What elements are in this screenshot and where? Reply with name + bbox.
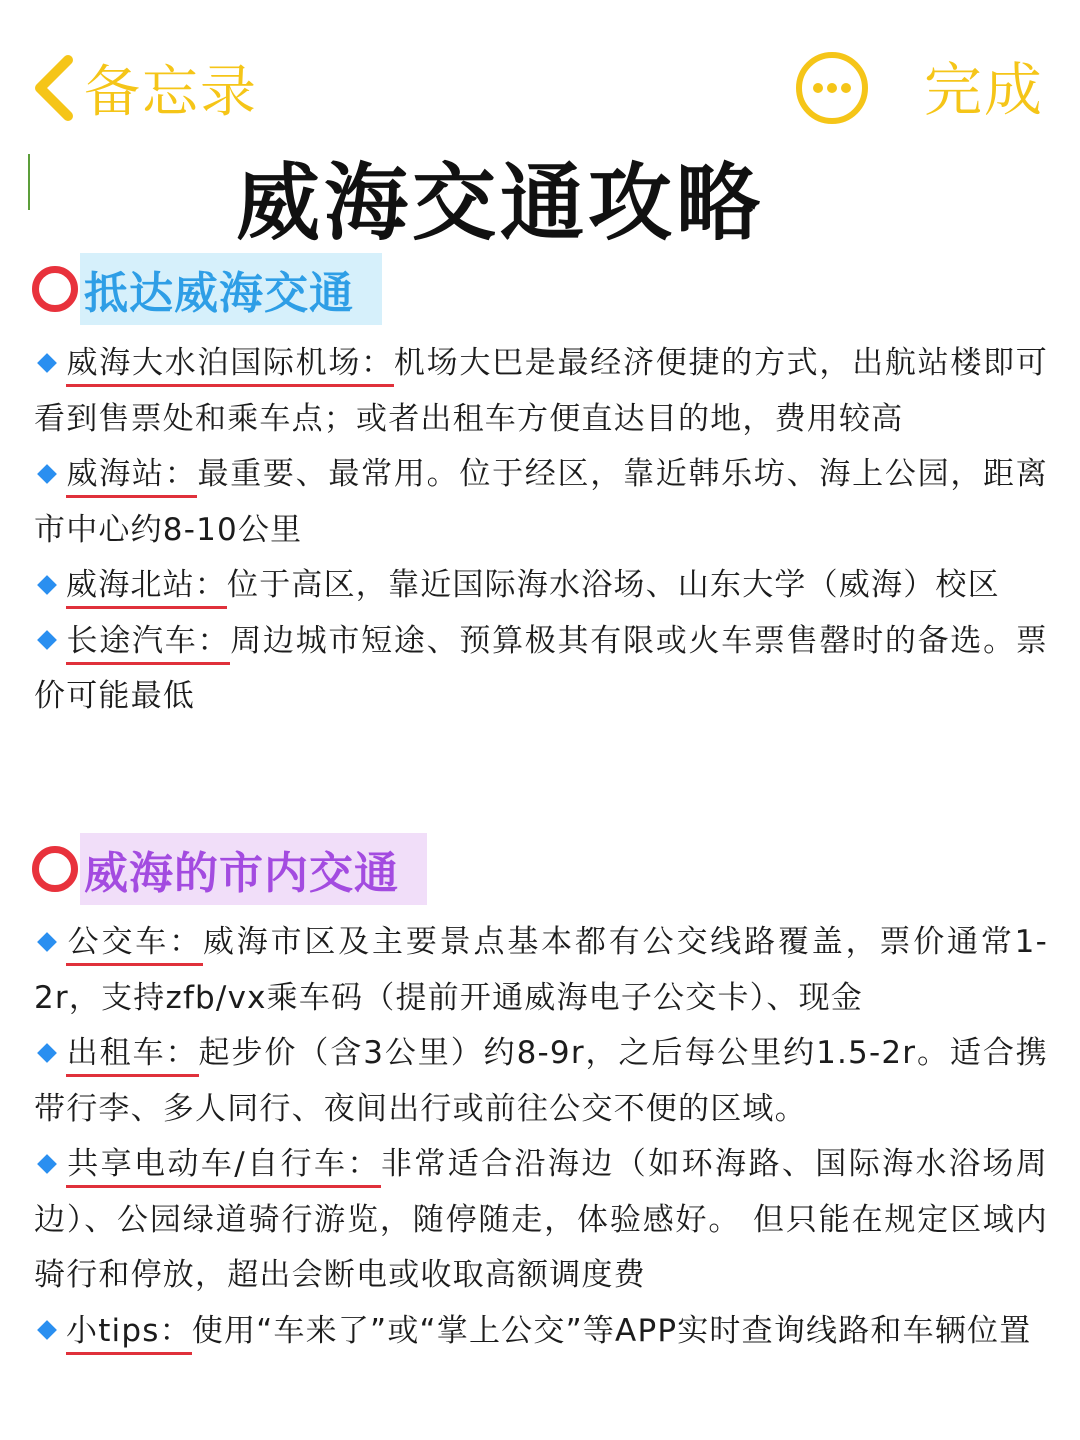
item-key: 小tips：: [66, 1313, 192, 1355]
item-text: 使用“车来了”或“掌上公交”等APP实时查询线路和车辆位置: [191, 1312, 1032, 1349]
back-button[interactable]: [30, 48, 258, 128]
red-circle-icon: [32, 846, 78, 892]
back-label: 备忘录: [84, 60, 258, 125]
item-key: 长途汽车：: [66, 623, 230, 665]
list-item: [34, 614, 1048, 725]
list-item: [34, 1026, 1048, 1137]
blue-diamond-icon: [37, 1043, 57, 1063]
item-key: 威海北站：: [66, 567, 227, 609]
blue-diamond-icon: [37, 1154, 57, 1174]
list-item: [34, 336, 1048, 447]
item-key: 出租车：: [66, 1035, 199, 1077]
item-key: 公交车：: [66, 924, 203, 966]
done-button[interactable]: 完成: [923, 56, 1044, 124]
list-item: [34, 558, 1048, 614]
item-text: 起步价（含3公里）约8-9r，之后每公里约1.5-2r。适合携带行李、多人同行、夜间出行或前往公交不便的区域。: [34, 1035, 1048, 1127]
blue-diamond-icon: [37, 575, 57, 595]
blue-diamond-icon: [37, 630, 57, 650]
blue-diamond-icon: [37, 1320, 57, 1340]
item-key: 威海大水泊国际机场：: [66, 345, 394, 387]
item-text: 威海市区及主要景点基本都有公交线路覆盖，票价通常1-2r，支持zfb/vx乘车码（提前开通威海电子公交卡）、现金: [34, 924, 1048, 1016]
item-key: 威海站：: [66, 456, 197, 498]
item-text: 非常适合沿海边（如环海路、国际海水浴场周边）、公园绿道骑行游览，随停随走，体验感好。 但只能在规定区域内骑行和停放，超出会断电或收取高额调度费: [34, 1146, 1048, 1293]
list-item: [34, 1304, 1048, 1360]
section-title: 威海的市内交通: [80, 833, 427, 905]
note-title[interactable]: 威海交通攻略: [235, 154, 764, 252]
more-button[interactable]: [794, 50, 870, 126]
blue-diamond-icon: [37, 932, 57, 952]
blue-diamond-icon: [37, 353, 57, 373]
item-text: 最重要、最常用。位于经区，靠近韩乐坊、海上公园，距离市中心约8-10公里: [34, 456, 1048, 548]
item-text: 机场大巴是最经济便捷的方式，出航站楼即可看到售票处和乘车点；或者出租车方便直达目的地，费用较高: [34, 345, 1049, 437]
list-item: [34, 1137, 1048, 1304]
item-text: 周边城市短途、预算极其有限或火车票售罄时的备选。票价可能最低: [34, 622, 1049, 714]
chevron-left-icon: [30, 52, 78, 124]
section-title: 抵达威海交通: [80, 253, 382, 325]
section-body-arrival[interactable]: [34, 336, 1048, 725]
section-heading-city: [32, 838, 427, 900]
section-body-city[interactable]: [34, 915, 1048, 1359]
list-item: [34, 447, 1048, 558]
section-heading-arrival: [32, 258, 382, 320]
red-circle-icon: [32, 266, 78, 312]
item-key: 共享电动车/自行车：: [66, 1146, 381, 1188]
more-circle-icon: [794, 50, 870, 126]
blue-diamond-icon: [37, 464, 57, 484]
item-text: 位于高区，靠近国际海水浴场、山东大学（威海）校区: [227, 567, 1000, 603]
list-item: [34, 915, 1048, 1026]
